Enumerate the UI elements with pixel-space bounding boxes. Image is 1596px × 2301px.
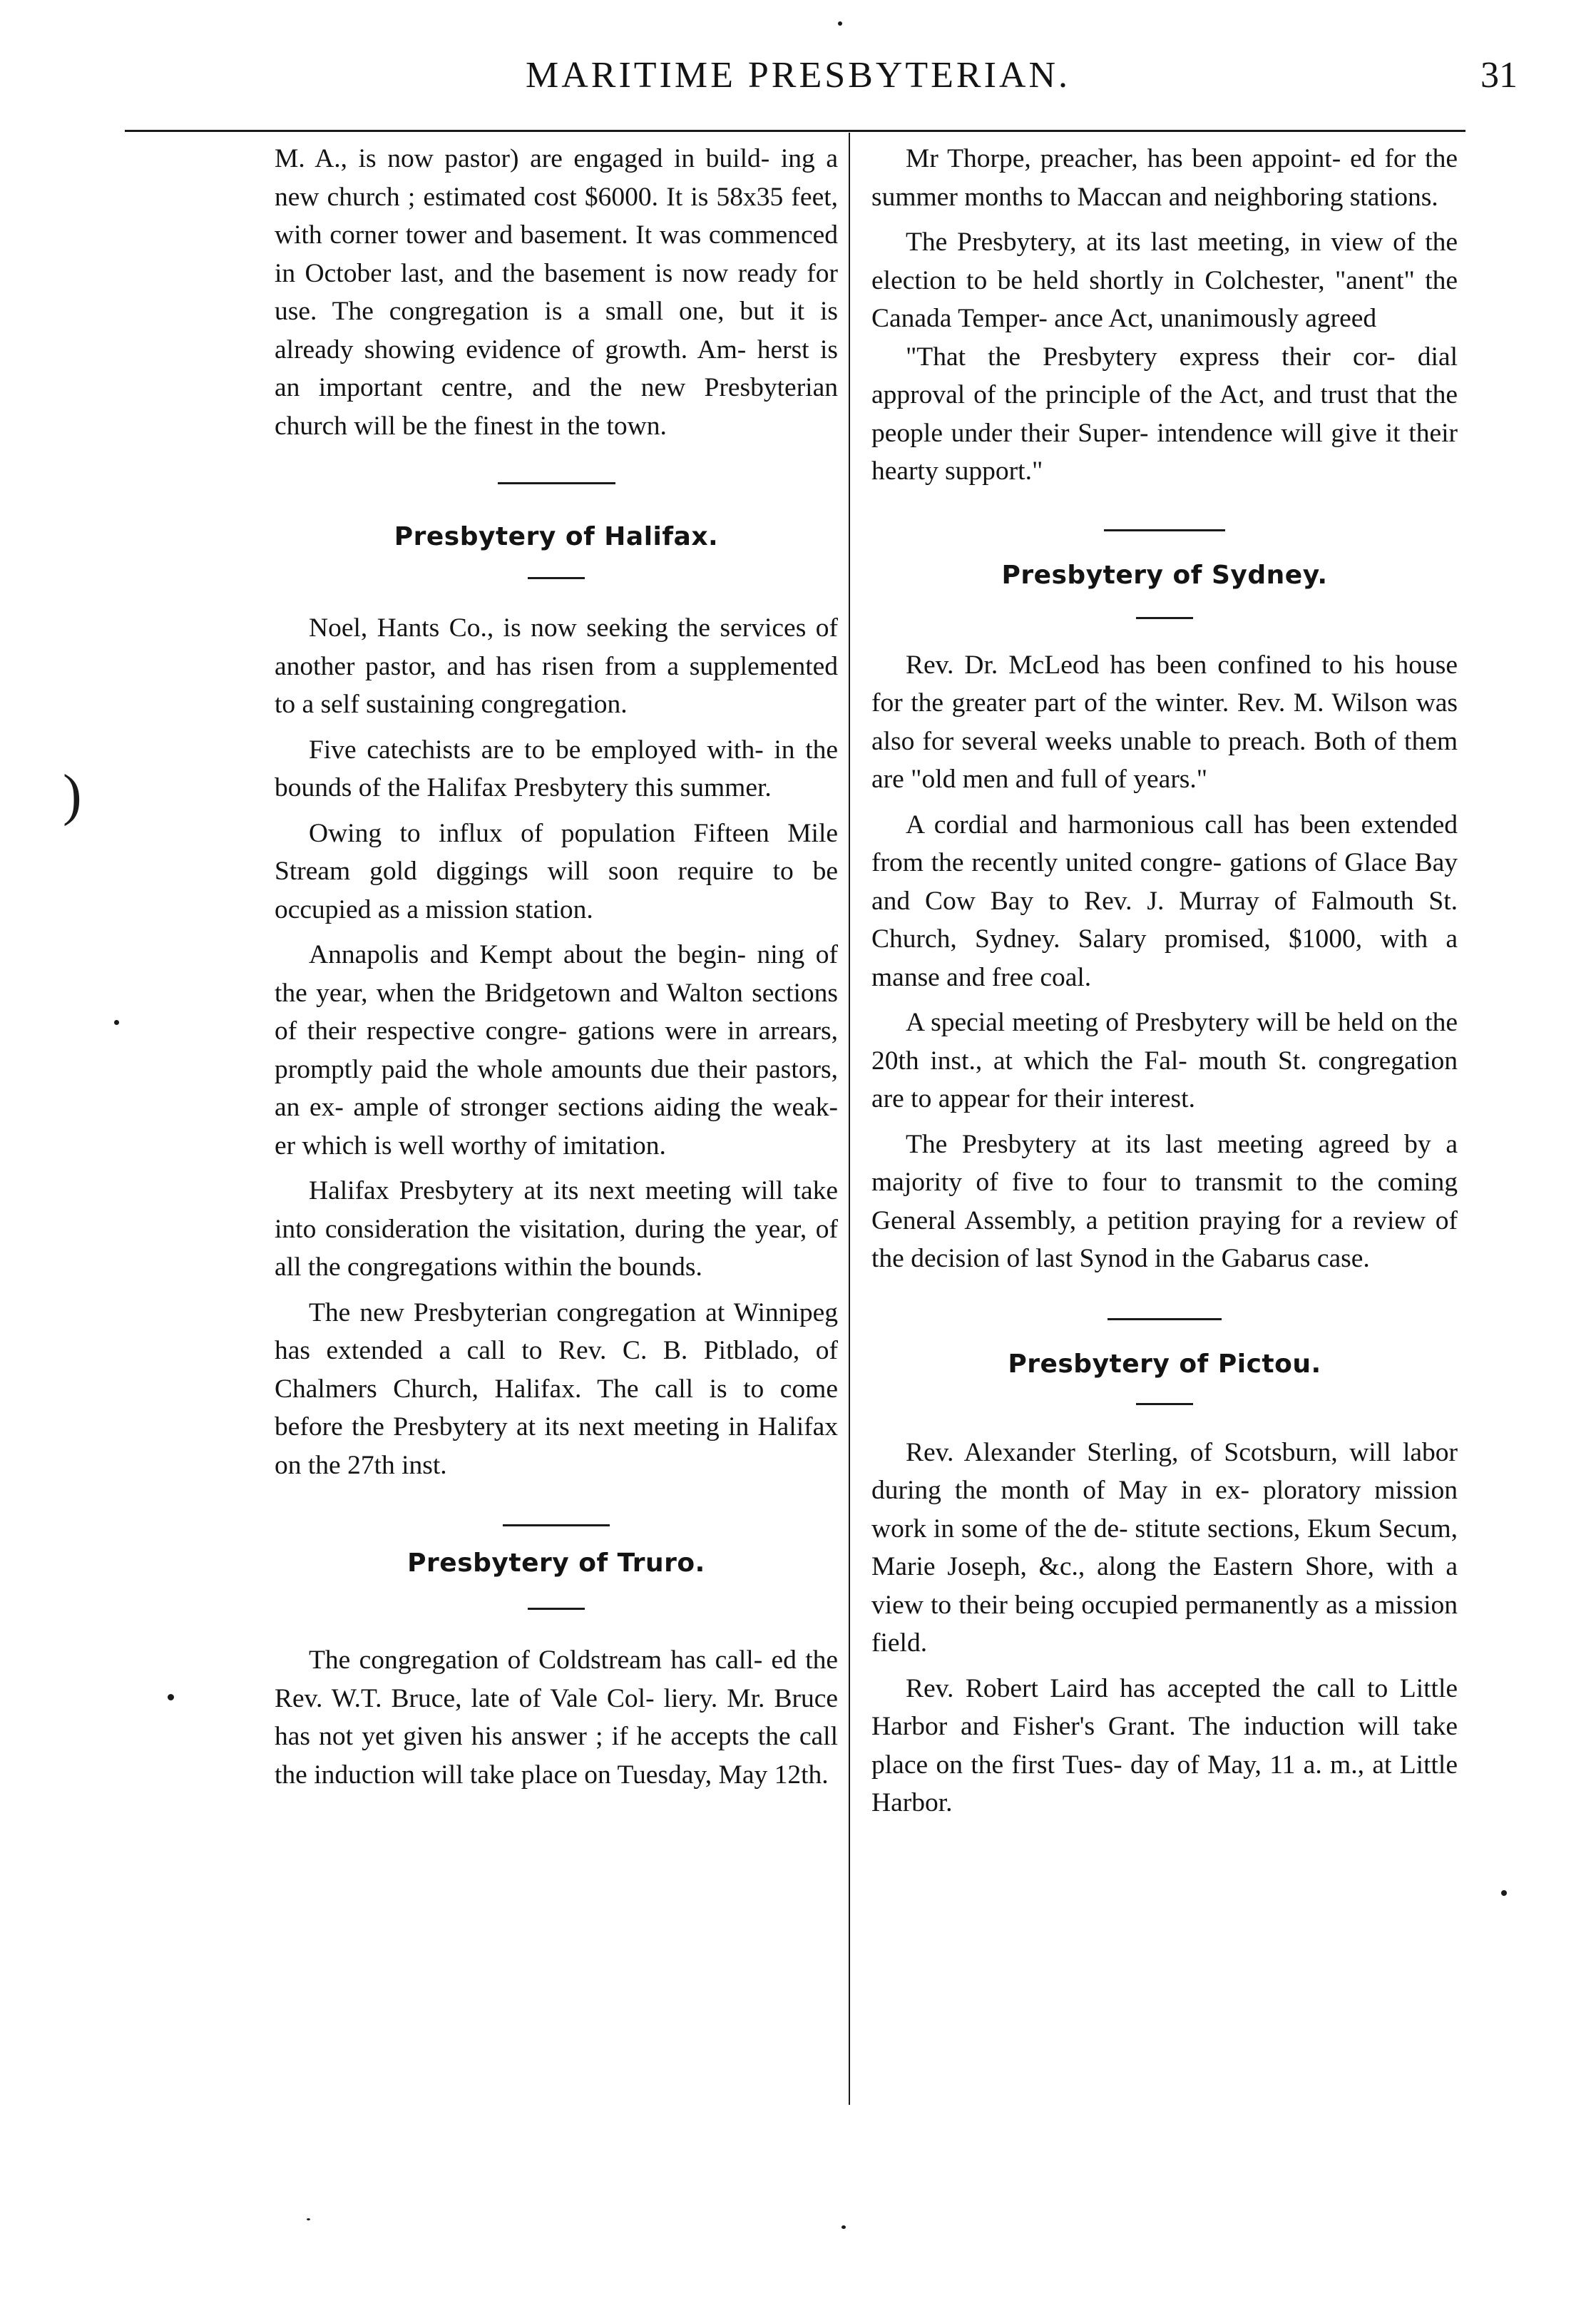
article-paragraph (275, 731, 838, 807)
section-heading-sydney: Presbytery of Sydney. (1001, 560, 1328, 590)
text-line: by a majority of five to four to transmit to (871, 1129, 1458, 1197)
text-line: Mile Stream gold diggings will soon require (275, 818, 839, 886)
left-column (275, 140, 838, 1794)
text-line: ning of the year, when the Bridgetown and (275, 940, 838, 1008)
text-line: services of another pastor, and has risen (275, 613, 838, 681)
page-title: MARITIME PRESBYTERIAN. (525, 55, 1071, 96)
text-line: er which is well worthy of imitation. (275, 1131, 666, 1160)
text-line: J. Murray of Falmouth St. Church, Sydney. (871, 886, 1458, 954)
text-line: a view to their being occupied permanently (871, 1552, 1458, 1620)
text-line: Rev. M. Wilson was also for several weeks (871, 688, 1458, 756)
text-line: day of May, 11 a. m., at Little Harbor. (871, 1750, 1458, 1817)
article-paragraph (275, 1172, 838, 1287)
article-paragraph (275, 815, 838, 929)
text-line: men and full of years." (962, 765, 1208, 794)
article-paragraph (871, 1126, 1458, 1278)
text-line: as a mission field. (871, 1590, 1458, 1658)
article-paragraph (871, 806, 1458, 997)
text-line: B. Pitblado, of Chalmers Church, Halifax. (275, 1336, 839, 1404)
text-line: praying for a review of the decision of last (871, 1205, 1458, 1273)
article-paragraph (871, 1004, 1458, 1118)
text-line: already showing evidence of growth. Am- (275, 335, 747, 364)
text-line: Salary promised, $1000, with a manse and (871, 924, 1458, 992)
text-line: Synod in the Gabarus case. (1079, 1244, 1370, 1273)
text-line: The Presbytery, at its last meeting, in (906, 228, 1321, 257)
text-line: his house for the greater part of the winter. (871, 650, 1458, 718)
text-line: Rev. Alexander Sterling, of Scotsburn, (906, 1437, 1338, 1467)
article-paragraph (871, 646, 1458, 799)
text-line: It is 58x35 feet, with corner tower and (275, 182, 839, 250)
text-line: view of the election to be held shortly in (871, 228, 1458, 295)
text-line: ed for the summer months to Maccan and (871, 144, 1458, 212)
text-line: The call is to come before the Presbytery (275, 1374, 838, 1442)
text-line: from a supplemented to a self sustaining (275, 651, 839, 719)
scan-speck (307, 2218, 310, 2220)
text-line: ample of stronger sections aiding the weak- (353, 1093, 838, 1122)
text-line: inst. (401, 1450, 447, 1480)
text-line: Mr Thorpe, preacher, has been appoint- (906, 144, 1341, 173)
text-line: town. (606, 411, 667, 441)
text-line: stitute sections, Ekum Secum, Marie (871, 1514, 1458, 1581)
text-line: free coal. (991, 962, 1092, 992)
text-line: will take into consideration the visitation, (275, 1176, 838, 1244)
text-line: and trust that the people under their Super- (871, 380, 1458, 448)
scan-speck (842, 2225, 846, 2229)
text-line: their interest. (1054, 1084, 1195, 1113)
text-line: Annapolis and Kempt about the begin- (309, 940, 746, 969)
text-line: held on the 20th inst., at which the Fal- (871, 1008, 1458, 1076)
article-paragraph (871, 1670, 1458, 1822)
scan-speck (838, 21, 842, 26)
article-paragraph (275, 609, 838, 724)
text-line: A special meeting of Presbytery will be (906, 1008, 1331, 1037)
text-line: to Little Harbor and Fisher's Grant. The (871, 1673, 1458, 1741)
text-line: ing a new church ; estimated cost $6000. (275, 144, 838, 212)
text-line: at its next meeting in Halifax on the 27th (275, 1412, 839, 1480)
text-line: The Presbytery at its last meeting agreed (906, 1129, 1390, 1159)
text-line: this summer. (635, 773, 772, 802)
text-line: in the bounds of the Halifax Presbytery (275, 735, 839, 802)
text-line: "That the Presbytery express their cor- (906, 342, 1396, 372)
text-line: Joseph, &c., along the Eastern Shore, with (947, 1552, 1434, 1581)
text-line: Colchester, "anent" the Canada Temper- (871, 265, 1458, 333)
margin-mark: ) (63, 764, 82, 827)
article-paragraph (871, 338, 1458, 491)
text-line: congregation. (481, 690, 628, 719)
text-line: will labor during the month of May in ex- (871, 1437, 1458, 1505)
right-column (871, 140, 1458, 1822)
article-paragraph (275, 1641, 838, 1794)
text-line: neighboring stations. (1214, 182, 1438, 212)
text-line: Five catechists are to be employed with- (309, 735, 764, 765)
scan-speck (114, 1020, 119, 1025)
section-heading-pictou: Presbytery of Pictou. (1008, 1349, 1321, 1379)
text-line: herst is an important centre, and the new (275, 335, 839, 402)
text-line: to be occupied as a mission station. (275, 857, 838, 924)
text-line: ploratory mission work in some of the de- (871, 1476, 1458, 1544)
article-paragraph (871, 1434, 1458, 1663)
text-line: mouth St. congregation are to appear for (871, 1046, 1458, 1113)
text-line: within the bounds. (503, 1252, 702, 1282)
column-divider (849, 133, 850, 2105)
text-line: gations of Glace Bay and Cow Bay to Rev. (871, 848, 1458, 916)
section-heading-halifax: Presbytery of Halifax. (394, 522, 719, 551)
text-line: basement. It was commenced in October (275, 220, 838, 288)
text-line: Presbyterian church will be the finest in the (275, 373, 838, 441)
text-line: whole amounts due their pastors, an ex- (275, 1054, 839, 1122)
text-line: Walton sections of their respective congre- (275, 978, 839, 1046)
text-line: the coming General Assembly, a petition (871, 1168, 1458, 1235)
text-line: dial approval of the principle of the Act, (871, 342, 1458, 409)
scan-speck (1501, 1890, 1507, 1896)
text-line: intendence will give it their hearty support." (871, 418, 1458, 486)
text-line: Halifax Presbytery at its next meeting (309, 1176, 732, 1205)
article-paragraph (275, 936, 838, 1165)
page-number: 31 (1480, 55, 1518, 96)
text-line: gations were in arrears, promptly paid the (275, 1016, 839, 1084)
scan-speck (168, 1694, 174, 1700)
text-line: Rev. Robert Laird has accepted the call (906, 1673, 1356, 1703)
header-rule (125, 130, 1465, 132)
text-line: will take place on Tuesday, May 12th. (421, 1760, 829, 1790)
text-line: ance Act, unanimously agreed (1054, 304, 1377, 333)
text-line: Owing to influx of population Fifteen (309, 818, 769, 848)
text-line: during the year, of all the congregations (275, 1214, 838, 1282)
text-line: extended from the recently united congre- (871, 810, 1458, 877)
text-line: The congregation of Coldstream has call- (309, 1646, 763, 1675)
text-line: last, and the basement is now ready for use. (275, 258, 838, 326)
article-paragraph (275, 140, 838, 445)
text-line: M. A., is now pastor) are engaged in build- (275, 144, 770, 173)
article-paragraph (871, 223, 1458, 338)
article-paragraph (275, 1294, 838, 1485)
section-heading-truro: Presbytery of Truro. (407, 1549, 705, 1578)
text-line: unable to preach. Both of them are "old (871, 726, 1458, 794)
text-line: ed the Rev. W.T. Bruce, late of Vale Col- (275, 1646, 839, 1713)
text-line: Winnipeg has extended a call to Rev. C. (275, 1297, 838, 1365)
text-line: The congregation is a small one, but it is (332, 297, 838, 326)
text-line: Rev. Dr. McLeod has been confined to (906, 650, 1343, 680)
text-line: A cordial and harmonious call has been (906, 810, 1351, 840)
text-line: induction will take place on the first Tues- (871, 1712, 1458, 1780)
text-line: answer ; if he accepts the call the induction (275, 1722, 839, 1790)
article-paragraph (871, 140, 1458, 216)
text-line: Noel, Hants Co., is now seeking the (309, 613, 711, 643)
text-line: liery. Mr. Bruce has not yet given his (275, 1683, 838, 1751)
text-line: The new Presbyterian congregation at (309, 1297, 725, 1327)
